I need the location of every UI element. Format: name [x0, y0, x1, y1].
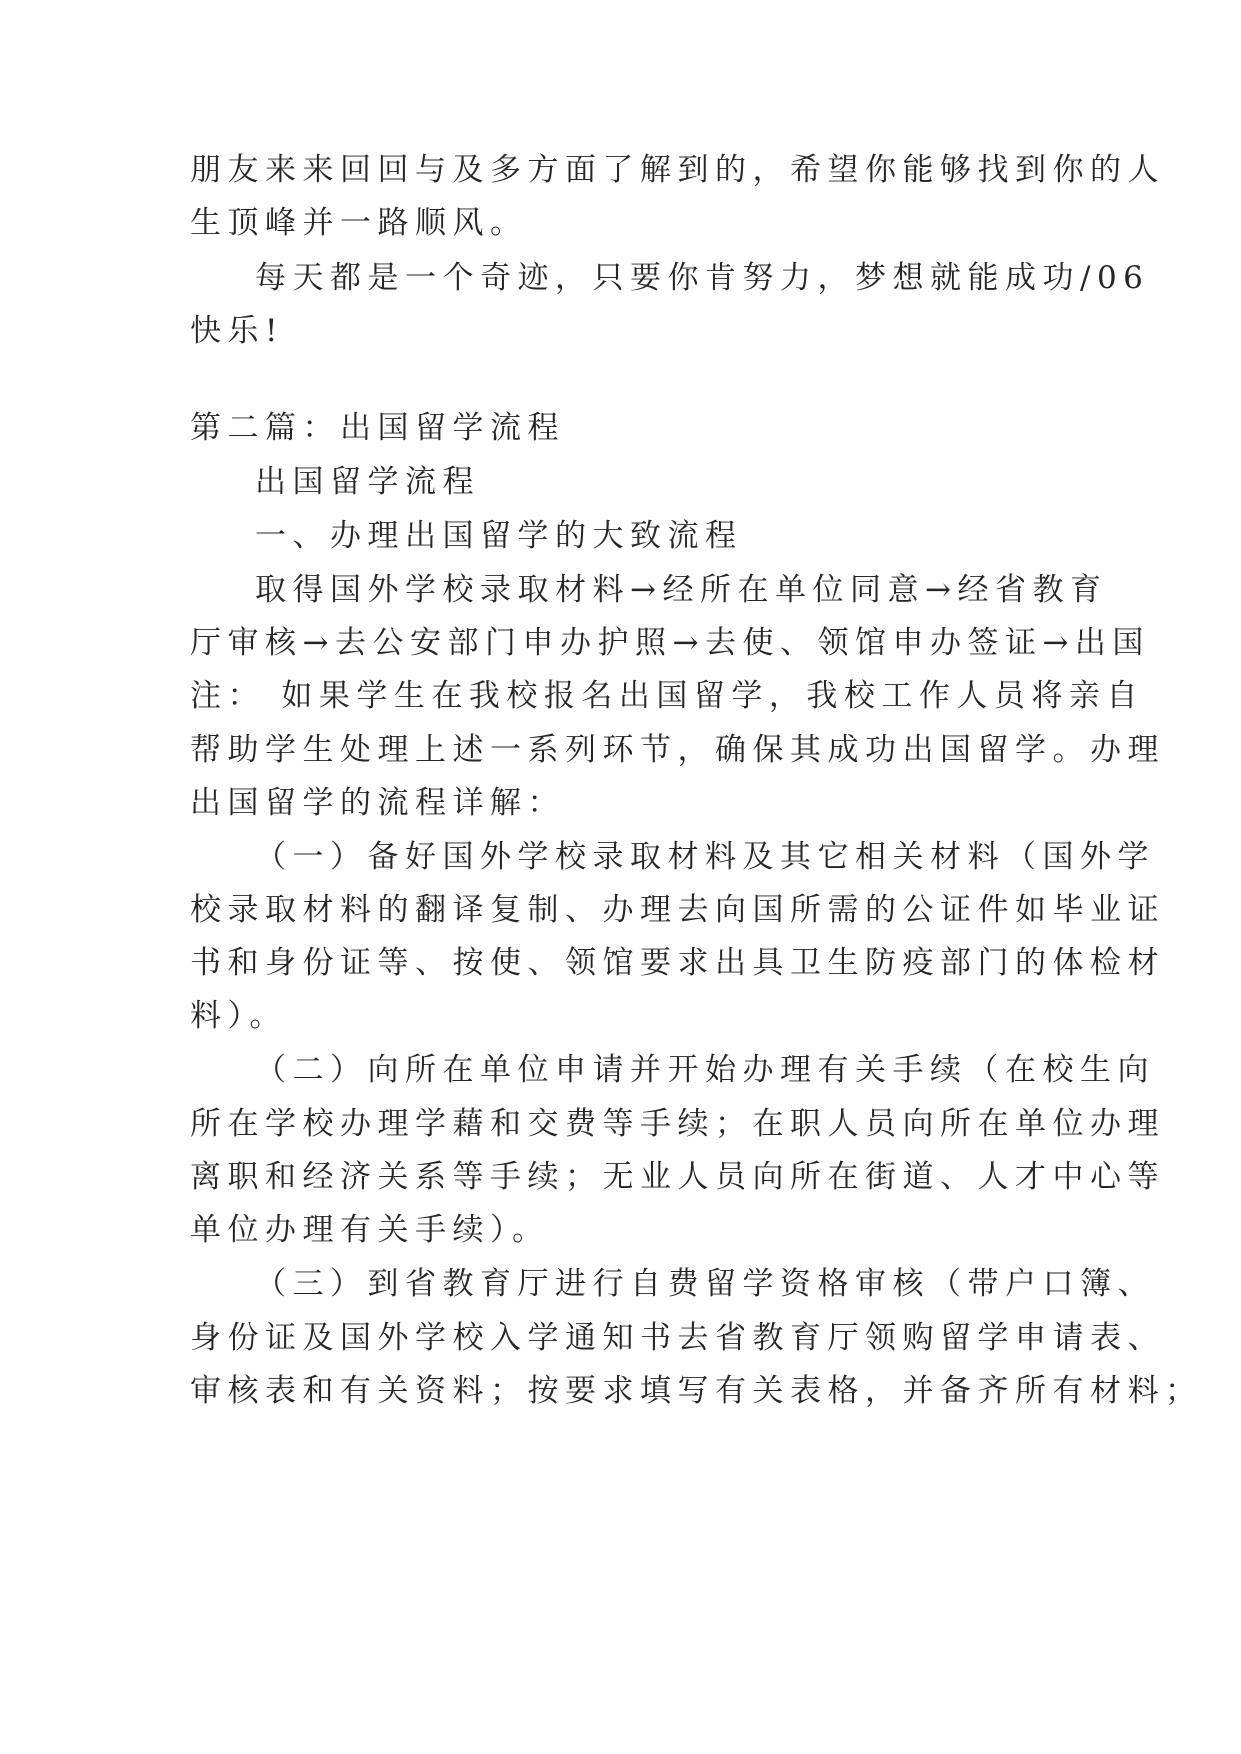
paragraph-line: 出国留学的流程详解：: [190, 785, 565, 821]
paragraph-line: 校录取材料的翻译复制、办理去向国所需的公证件如毕业证: [190, 892, 1165, 928]
paragraph-line: 取得国外学校录取材料→经所在单位同意→经省教育: [255, 572, 1108, 608]
paragraph-line: 料）。: [190, 998, 287, 1034]
subsection-title: 一、办理出国留学的大致流程: [255, 518, 743, 554]
paragraph-line: 朋友来来回回与及多方面了解到的，希望你能够找到你的人: [190, 152, 1165, 188]
paragraph-line: 快乐!: [190, 313, 284, 349]
paragraph-line: 书和身份证等、按使、领馆要求出具卫生防疫部门的体检材: [190, 945, 1165, 981]
paragraph-line: 所在学校办理学藉和交费等手续；在职人员向所在单位办理: [190, 1106, 1165, 1142]
section-heading: 第二篇：出国留学流程: [190, 410, 565, 446]
paragraph-line: （三）到省教育厅进行自费留学资格审核（带户口簿、: [255, 1266, 1155, 1302]
paragraph-line: 帮助学生处理上述一系列环节，确保其成功出国留学。办理: [190, 732, 1165, 768]
paragraph-line: （二）向所在单位申请并开始办理有关手续（在校生向: [255, 1052, 1155, 1088]
paragraph-line: 身份证及国外学校入学通知书去省教育厅领购留学申请表、: [190, 1320, 1165, 1356]
subsection-title: 出国留学流程: [255, 464, 480, 500]
paragraph-line: 生顶峰并一路顺风。: [190, 205, 528, 241]
paragraph-line: 离职和经济关系等手续；无业人员向所在街道、人才中心等: [190, 1159, 1165, 1195]
paragraph-line: 单位办理有关手续）。: [190, 1212, 550, 1248]
paragraph-line: 厅审核→去公安部门申办护照→去使、领馆申办签证→出国: [190, 625, 1150, 661]
paragraph-line: （一）备好国外学校录取材料及其它相关材料（国外学: [255, 839, 1155, 875]
paragraph-line: 每天都是一个奇迹，只要你肯努力，梦想就能成功/06: [255, 260, 1150, 296]
paragraph-line: 注： 如果学生在我校报名出国留学，我校工作人员将亲自: [190, 678, 1144, 714]
paragraph-line: 审核表和有关资料；按要求填写有关表格，并备齐所有材料；: [190, 1373, 1203, 1409]
